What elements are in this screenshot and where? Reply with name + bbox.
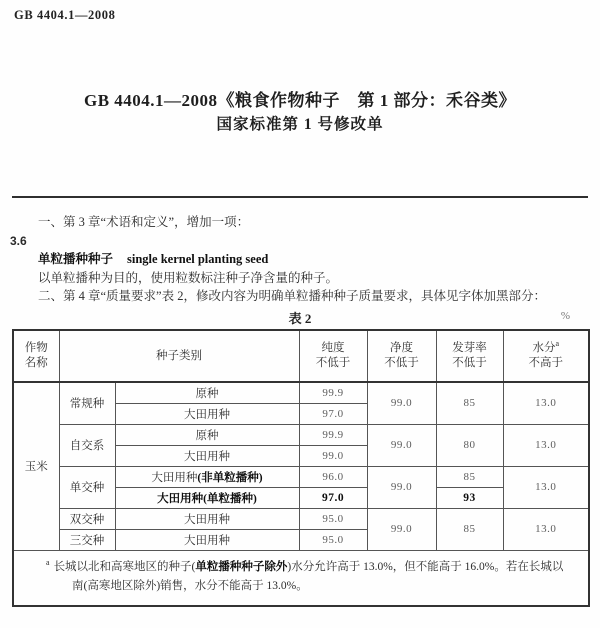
table-caption-row <box>12 308 588 326</box>
cleanliness-cell: 99.0 <box>367 508 436 550</box>
horizontal-rule <box>12 196 588 198</box>
seed-type-cell: 双交种 <box>59 508 115 529</box>
clause-number: 3.6 <box>10 233 27 248</box>
germination-cell: 93 <box>436 487 503 508</box>
cleanliness-cell: 99.0 <box>367 466 436 508</box>
purity-cell: 97.0 <box>299 487 367 508</box>
header-moisture: 水分$^a$ 不高于 <box>503 330 589 382</box>
header-row <box>13 330 589 382</box>
seed-type-cell: 自交系 <box>59 424 115 466</box>
table-caption: 表 2 <box>288 311 312 326</box>
germination-cell: 80 <box>436 424 503 466</box>
moisture-cell: 13.0 <box>503 382 589 424</box>
header-purity: 纯度 不低于 <box>299 330 367 382</box>
moisture-cell: 13.0 <box>503 508 589 550</box>
cleanliness-cell: 99.0 <box>367 424 436 466</box>
table-footnote: $^a$ 长城以北和高寒地区的种子(单粒播种种子除外)水分允许高于 13.0%，但不能高于 16.0%。若在长城以南(高寒地区除外)销售，水分不能高于 13.0%。 <box>13 550 589 606</box>
header-seed-class: 种子类别 <box>59 330 299 382</box>
moisture-cell: 13.0 <box>503 466 589 508</box>
table-row <box>13 424 589 445</box>
seed-class-cell: 大田用种 <box>115 508 299 529</box>
purity-cell: 99.9 <box>299 424 367 445</box>
standard-title-line1: GB 4404.1—2008《粮食作物种子 第 1 部分：禾谷类》 <box>83 91 517 110</box>
table-unit-label: % <box>560 310 570 322</box>
quality-requirements-table <box>12 329 590 607</box>
seed-class-cell: 大田用种 <box>115 445 299 466</box>
term-definition: 以单粒播种为目的，使用粒数标注种子净含量的种子。 <box>38 270 339 285</box>
table-row <box>13 508 589 529</box>
doc-code: GB 4404.1—2008 <box>14 8 116 22</box>
table-row <box>13 466 589 487</box>
moisture-footnote-marker: a <box>555 339 560 349</box>
germination-cell: 85 <box>436 466 503 487</box>
seed-class-cell: 大田用种(非单粒播种) <box>115 466 299 487</box>
purity-cell: 95.0 <box>299 508 367 529</box>
seed-class-cell: 原种 <box>115 382 299 403</box>
purity-cell: 99.0 <box>299 445 367 466</box>
cleanliness-cell: 99.0 <box>367 382 436 424</box>
footnote-row <box>13 550 589 606</box>
seed-type-cell: 单交种 <box>59 466 115 508</box>
germination-cell: 85 <box>436 508 503 550</box>
purity-cell: 95.0 <box>299 529 367 550</box>
table-row <box>13 382 589 403</box>
term-line <box>10 250 590 269</box>
standard-title-line2: 国家标准第 1 号修改单 <box>216 116 384 133</box>
seed-type-cell: 三交种 <box>59 529 115 550</box>
purity-cell: 96.0 <box>299 466 367 487</box>
moisture-cell: 13.0 <box>503 424 589 466</box>
header-cleanliness: 净度 不低于 <box>367 330 436 382</box>
term-chinese: 单粒播种种子 <box>38 252 114 266</box>
amendment-item-1: 一、第 3 章“术语和定义”，增加一项： <box>38 215 250 229</box>
germination-cell: 85 <box>436 382 503 424</box>
seed-class-cell: 大田用种 <box>115 529 299 550</box>
seed-class-cell: 原种 <box>115 424 299 445</box>
header-crop-name: 作物 名称 <box>13 330 59 382</box>
footnote-marker: a <box>46 557 50 567</box>
amendment-item-2: 二、第 4 章“质量要求”表 2，修改内容为明确单粒播种种子质量要求，具体见字体加黑部分： <box>38 289 546 303</box>
seed-class-cell: 大田用种(单粒播种) <box>115 487 299 508</box>
seed-type-cell: 常规种 <box>59 382 115 424</box>
term-english: single kernel planting seed <box>127 252 269 266</box>
purity-cell: 97.0 <box>299 403 367 424</box>
body-text <box>10 213 590 306</box>
purity-cell: 99.9 <box>299 382 367 403</box>
crop-cell: 玉米 <box>13 382 59 550</box>
seed-class-cell: 大田用种 <box>115 403 299 424</box>
header-germination: 发芽率 不低于 <box>436 330 503 382</box>
